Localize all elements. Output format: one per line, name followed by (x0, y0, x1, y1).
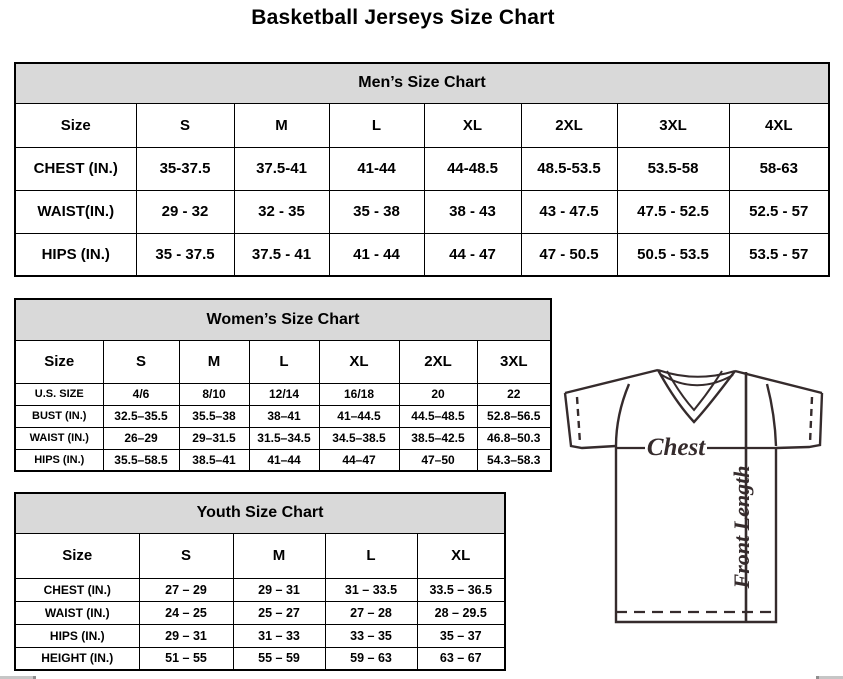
womens-size-value: 38–41 (249, 405, 319, 427)
jersey-left-sleeve-cuff-dashes (577, 397, 580, 443)
mens-size-value: 35-37.5 (136, 147, 234, 190)
mens-size-value: 47 - 50.5 (521, 233, 617, 276)
youth-size-value: 63 – 67 (417, 647, 505, 670)
womens-size-value: 44–47 (319, 449, 399, 471)
mens-size-value: 35 - 37.5 (136, 233, 234, 276)
womens-size-value: 26–29 (103, 427, 179, 449)
youth-chart-title: Youth Size Chart (15, 493, 505, 533)
mens-size-value: 52.5 - 57 (729, 190, 829, 233)
jersey-measurement-diagram (552, 350, 843, 640)
mens-column-header-size: Size (15, 103, 136, 147)
jersey-diagram-svg (552, 350, 843, 640)
youth-row-height-in (15, 647, 505, 670)
womens-row-bust-in (15, 405, 551, 427)
womens-size-value: 41–44 (249, 449, 319, 471)
front-length-label: Front Length (729, 465, 754, 589)
mens-size-value: 58-63 (729, 147, 829, 190)
womens-chart-title: Women’s Size Chart (15, 299, 551, 340)
womens-size-value: 4/6 (103, 383, 179, 405)
womens-size-value: 35.5–38 (179, 405, 249, 427)
womens-size-chart-table (14, 298, 552, 472)
womens-column-header-s: S (103, 340, 179, 383)
youth-size-value: 27 – 28 (325, 601, 417, 624)
youth-row-label-chest-in: CHEST (IN.) (15, 578, 139, 601)
youth-row-hips-in (15, 624, 505, 647)
mens-column-header-l: L (329, 103, 424, 147)
youth-size-value: 24 – 25 (139, 601, 233, 624)
mens-column-header-row (15, 103, 829, 147)
womens-row-label-u-s-size: U.S. SIZE (15, 383, 103, 405)
mens-size-value: 44 - 47 (424, 233, 521, 276)
womens-size-value: 41–44.5 (319, 405, 399, 427)
jersey-left-seam (616, 384, 629, 446)
mens-column-header-m: M (234, 103, 329, 147)
womens-size-value: 52.8–56.5 (477, 405, 551, 427)
mens-size-value: 53.5 - 57 (729, 233, 829, 276)
mens-column-header-xl: XL (424, 103, 521, 147)
womens-size-value: 34.5–38.5 (319, 427, 399, 449)
womens-row-label-waist-in: WAIST (IN.) (15, 427, 103, 449)
youth-row-chest-in (15, 578, 505, 601)
womens-column-header-3xl: 3XL (477, 340, 551, 383)
youth-size-value: 59 – 63 (325, 647, 417, 670)
mens-size-value: 38 - 43 (424, 190, 521, 233)
womens-column-header-xl: XL (319, 340, 399, 383)
youth-column-header-size: Size (15, 533, 139, 578)
womens-size-value: 31.5–34.5 (249, 427, 319, 449)
mens-chart-title: Men’s Size Chart (15, 63, 829, 103)
mens-column-header-2xl: 2XL (521, 103, 617, 147)
youth-column-header-row (15, 533, 505, 578)
womens-size-value: 8/10 (179, 383, 249, 405)
chest-label: Chest (646, 434, 706, 461)
womens-size-value: 16/18 (319, 383, 399, 405)
mens-column-header-3xl: 3XL (617, 103, 729, 147)
youth-row-waist-in (15, 601, 505, 624)
youth-size-value: 27 – 29 (139, 578, 233, 601)
youth-column-header-l: L (325, 533, 417, 578)
womens-column-header-l: L (249, 340, 319, 383)
womens-size-value: 54.3–58.3 (477, 449, 551, 471)
womens-size-value: 38.5–42.5 (399, 427, 477, 449)
jersey-left-sleeve-outline (565, 393, 616, 448)
womens-size-value: 38.5–41 (179, 449, 249, 471)
mens-size-value: 37.5 - 41 (234, 233, 329, 276)
womens-chart-title-row (15, 299, 551, 340)
jersey-shoulder-right-line (735, 371, 822, 393)
mens-row-waist-in (15, 190, 829, 233)
youth-row-label-height-in: HEIGHT (IN.) (15, 647, 139, 670)
mens-row-hips-in (15, 233, 829, 276)
womens-row-u-s-size (15, 383, 551, 405)
jersey-right-seam (767, 384, 776, 446)
mens-size-value: 53.5-58 (617, 147, 729, 190)
mens-chart-title-row (15, 63, 829, 103)
youth-size-value: 29 – 31 (233, 578, 325, 601)
youth-size-value: 33 – 35 (325, 624, 417, 647)
womens-size-value: 29–31.5 (179, 427, 249, 449)
mens-row-chest-in (15, 147, 829, 190)
youth-size-chart-table (14, 492, 506, 671)
womens-size-value: 32.5–35.5 (103, 405, 179, 427)
womens-row-label-hips-in: HIPS (IN.) (15, 449, 103, 471)
mens-size-value: 43 - 47.5 (521, 190, 617, 233)
mens-size-value: 37.5-41 (234, 147, 329, 190)
youth-chart-title-row (15, 493, 505, 533)
jersey-vneck-outer (658, 370, 735, 422)
youth-size-value: 31 – 33.5 (325, 578, 417, 601)
mens-row-label-chest-in: CHEST (IN.) (15, 147, 136, 190)
mens-size-chart-table (14, 62, 830, 277)
youth-column-header-xl: XL (417, 533, 505, 578)
womens-size-value: 44.5–48.5 (399, 405, 477, 427)
mens-size-value: 47.5 - 52.5 (617, 190, 729, 233)
mens-size-value: 35 - 38 (329, 190, 424, 233)
womens-row-waist-in (15, 427, 551, 449)
womens-column-header-2xl: 2XL (399, 340, 477, 383)
womens-size-value: 22 (477, 383, 551, 405)
womens-row-hips-in (15, 449, 551, 471)
mens-size-value: 50.5 - 53.5 (617, 233, 729, 276)
youth-size-value: 35 – 37 (417, 624, 505, 647)
youth-size-value: 25 – 27 (233, 601, 325, 624)
jersey-shoulder-left-line (565, 370, 658, 393)
youth-size-value: 51 – 55 (139, 647, 233, 670)
youth-column-header-s: S (139, 533, 233, 578)
womens-size-value: 47–50 (399, 449, 477, 471)
womens-size-value: 12/14 (249, 383, 319, 405)
mens-row-label-waist-in: WAIST(IN.) (15, 190, 136, 233)
mens-column-header-s: S (136, 103, 234, 147)
womens-row-label-bust-in: BUST (IN.) (15, 405, 103, 427)
mens-size-value: 41 - 44 (329, 233, 424, 276)
youth-size-value: 31 – 33 (233, 624, 325, 647)
youth-row-label-hips-in: HIPS (IN.) (15, 624, 139, 647)
youth-size-value: 33.5 – 36.5 (417, 578, 505, 601)
mens-row-label-hips-in: HIPS (IN.) (15, 233, 136, 276)
youth-size-value: 29 – 31 (139, 624, 233, 647)
youth-column-header-m: M (233, 533, 325, 578)
womens-column-header-m: M (179, 340, 249, 383)
mens-size-value: 29 - 32 (136, 190, 234, 233)
youth-size-value: 55 – 59 (233, 647, 325, 670)
womens-column-header-size: Size (15, 340, 103, 383)
womens-size-value: 46.8–50.3 (477, 427, 551, 449)
mens-size-value: 44-48.5 (424, 147, 521, 190)
jersey-right-sleeve-cuff-dashes (810, 397, 812, 443)
jersey-right-sleeve-outline (776, 393, 822, 448)
mens-size-value: 41-44 (329, 147, 424, 190)
womens-size-value: 35.5–58.5 (103, 449, 179, 471)
womens-column-header-row (15, 340, 551, 383)
mens-column-header-4xl: 4XL (729, 103, 829, 147)
youth-size-value: 28 – 29.5 (417, 601, 505, 624)
page-title: Basketball Jerseys Size Chart (251, 6, 555, 29)
mens-size-value: 32 - 35 (234, 190, 329, 233)
mens-size-value: 48.5-53.5 (521, 147, 617, 190)
womens-size-value: 20 (399, 383, 477, 405)
youth-row-label-waist-in: WAIST (IN.) (15, 601, 139, 624)
